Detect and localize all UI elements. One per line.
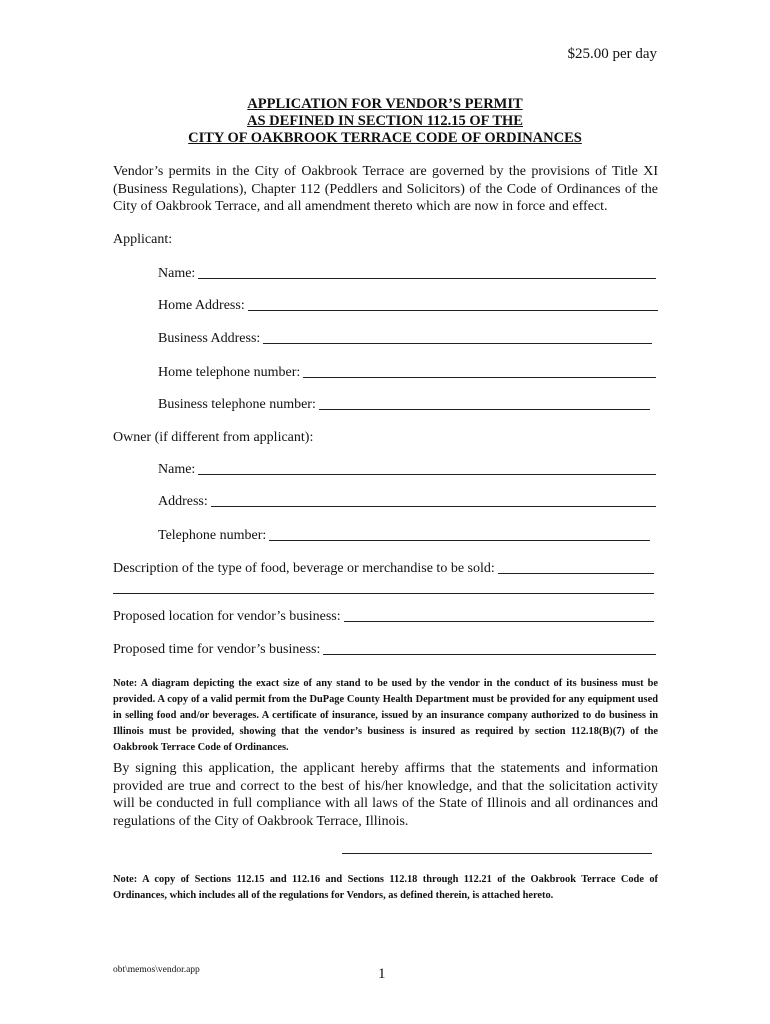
location-line[interactable]: [344, 620, 654, 622]
owner-name-label: Name:: [158, 462, 196, 477]
owner-phone-line[interactable]: [269, 539, 650, 541]
applicant-name-field[interactable]: [158, 266, 656, 282]
description-label: Description of the type of food, beverage or merchandise to be sold:: [113, 561, 495, 576]
affirmation-paragraph: By signing this application, the applicant hereby affirms that the statements and information provided are true and correct to the best of his/her knowledge, and that the solicitation activity will be conducted in full compliance with all laws of the State of Illinois and all ordinances and regulations of the City of Oakbrook Terrace, Illinois.: [113, 761, 658, 829]
owner-address-line[interactable]: [211, 505, 656, 507]
applicant-home-address-line[interactable]: [248, 309, 658, 311]
owner-phone-field[interactable]: [158, 528, 650, 544]
applicant-business-phone-line[interactable]: [319, 408, 650, 410]
applicant-name-line[interactable]: [198, 277, 656, 279]
page-number: 1: [378, 966, 386, 982]
applicant-business-address-field[interactable]: [158, 331, 652, 347]
location-label: Proposed location for vendor’s business:: [113, 609, 341, 624]
diagram-note: Note: A diagram depicting the exact size of any stand to be used by the vendor in the conduct of its business must be provided. A copy of a valid permit from the DuPage County Health Department must be provided for any equipment used in selling food and/or beverages. A certificate of insurance, issued by an insurance company authorized to do business in Illinois must be provided, showing that the vendor’s business is insured as required by section 112.18(B)(7) of the Oakbrook Terrace Code of Ordinances.: [113, 678, 658, 753]
permit-fee: $25.00 per day: [567, 46, 657, 62]
applicant-home-address-field[interactable]: [158, 298, 658, 314]
file-path: obt\memos\vendor.app: [113, 965, 200, 975]
owner-address-field[interactable]: [158, 494, 656, 510]
title-line-1: APPLICATION FOR VENDOR’S PERMIT: [247, 96, 523, 112]
applicant-name-label: Name:: [158, 266, 196, 281]
applicant-business-phone-field[interactable]: [158, 397, 650, 413]
description-line-2[interactable]: [113, 592, 654, 594]
applicant-home-address-label: Home Address:: [158, 298, 245, 313]
signature-line[interactable]: [342, 852, 652, 854]
applicant-home-phone-line[interactable]: [303, 376, 656, 378]
title-line-3: CITY OF OAKBROOK TERRACE CODE OF ORDINANCES: [188, 130, 582, 146]
owner-heading: Owner (if different from applicant):: [113, 430, 314, 445]
location-field[interactable]: [113, 609, 654, 625]
owner-name-field[interactable]: [158, 462, 656, 478]
owner-address-label: Address:: [158, 494, 208, 509]
sections-note: Note: A copy of Sections 112.15 and 112.16 and Sections 112.18 through 112.21 of the Oakbrook Terrace Code of Ordinances, which includes all of the regulations for Vendors, as defined therein, is attached hereto.: [113, 874, 658, 901]
description-line-1[interactable]: [498, 572, 654, 574]
title-line-2: AS DEFINED IN SECTION 112.15 OF THE: [247, 113, 523, 129]
applicant-home-phone-label: Home telephone number:: [158, 365, 301, 380]
applicant-business-address-label: Business Address:: [158, 331, 261, 346]
owner-phone-label: Telephone number:: [158, 528, 267, 543]
description-field[interactable]: [113, 561, 654, 577]
time-line[interactable]: [323, 653, 656, 655]
intro-paragraph: Vendor’s permits in the City of Oakbrook Terrace are governed by the provisions of Title XI (Business Regulations), Chapter 112 (Peddlers and Solicitors) of the Code of Ordinances of the City of Oakbrook Terrace, and all amendment thereto which are now in force and effect.: [113, 164, 658, 214]
time-label: Proposed time for vendor’s business:: [113, 642, 321, 657]
applicant-business-address-line[interactable]: [263, 342, 652, 344]
applicant-heading: Applicant:: [113, 232, 173, 247]
applicant-business-phone-label: Business telephone number:: [158, 397, 316, 412]
owner-name-line[interactable]: [198, 473, 656, 475]
applicant-home-phone-field[interactable]: [158, 365, 656, 381]
time-field[interactable]: [113, 642, 656, 658]
